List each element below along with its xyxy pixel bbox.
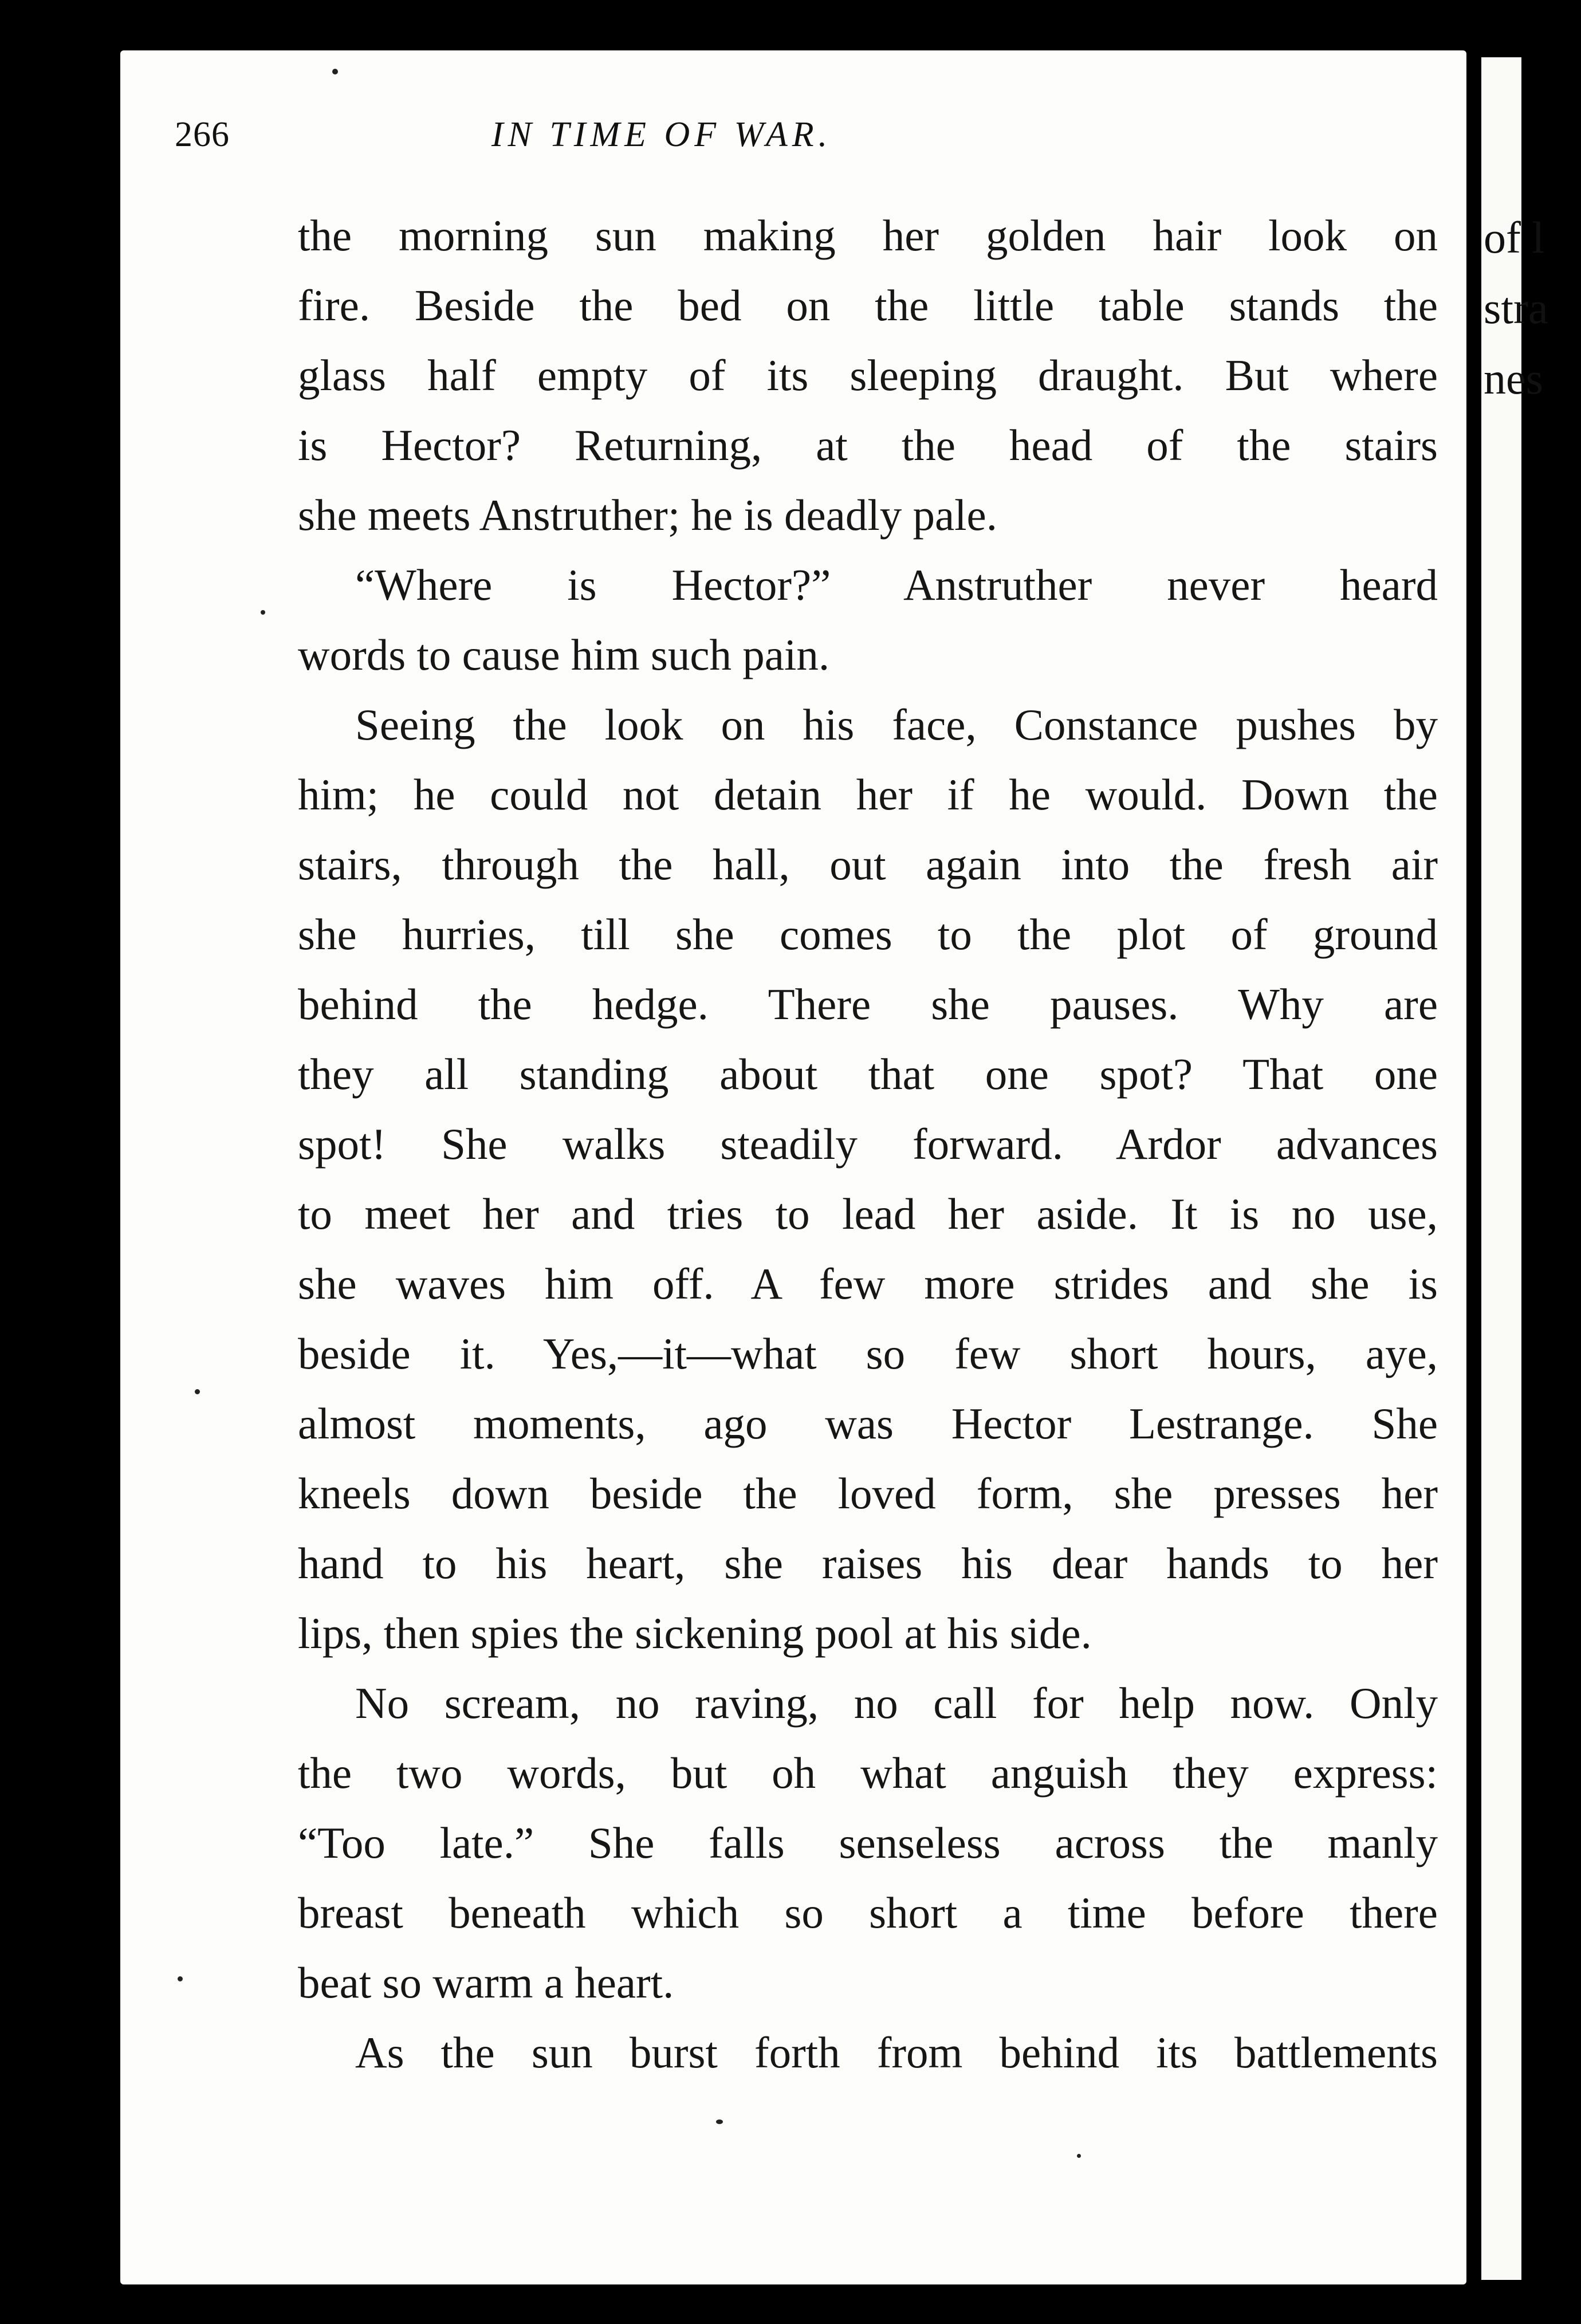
- text-line: beat so warm a heart.: [298, 1958, 674, 2007]
- facing-page-fragment: nes: [1484, 353, 1543, 403]
- page-number: 266: [175, 115, 230, 154]
- text-line: No scream, no raving, no call for help now. Only: [355, 1678, 1438, 1728]
- text-line: almost moments, ago was Hector Lestrange. She: [298, 1399, 1438, 1448]
- text-line: Seeing the look on his face, Constance pushes by: [355, 700, 1438, 749]
- scan-speck: [716, 2119, 723, 2124]
- text-line: she hurries, till she comes to the plot of ground: [298, 910, 1438, 959]
- text-line: beside it. Yes,—it—what so few short hours, aye,: [298, 1329, 1438, 1378]
- text-line: is Hector? Returning, at the head of the stairs: [298, 420, 1438, 470]
- text-line: hand to his heart, she raises his dear hands to her: [298, 1539, 1438, 1588]
- text-line: kneels down beside the loved form, she presses her: [298, 1469, 1438, 1518]
- facing-page-fragment: stra: [1484, 283, 1548, 333]
- text-line: she waves him off. A few more strides and she is: [298, 1259, 1438, 1308]
- text-line: “Too late.” She falls senseless across the manly: [298, 1818, 1438, 1867]
- text-line: As the sun burst forth from behind its battlements: [355, 2028, 1438, 2077]
- facing-page-edge: [1481, 57, 1548, 2280]
- facing-page-fragment: of l: [1484, 213, 1545, 262]
- text-line: him; he could not detain her if he would. Down the: [298, 770, 1438, 819]
- text-line: behind the hedge. There she pauses. Why are: [298, 980, 1438, 1029]
- text-line: “Where is Hector?” Anstruther never heard: [355, 560, 1438, 609]
- text-line: stairs, through the hall, out again into the fresh air: [298, 840, 1438, 889]
- scan-speck: [332, 69, 338, 74]
- running-title: IN TIME OF WAR.: [491, 115, 832, 154]
- scan-speck: [178, 1976, 183, 1981]
- text-line: the two words, but oh what anguish they express:: [298, 1748, 1438, 1798]
- text-line: words to cause him such pain.: [298, 630, 830, 679]
- text-line: spot! She walks steadily forward. Ardor advances: [298, 1119, 1438, 1169]
- text-line: lips, then spies the sickening pool at his side.: [298, 1609, 1092, 1658]
- scan-speck: [261, 610, 265, 615]
- text-line: fire. Beside the bed on the little table stands the: [298, 281, 1438, 330]
- text-line: to meet her and tries to lead her aside. It is no use,: [298, 1189, 1438, 1238]
- text-line: glass half empty of its sleeping draught. But where: [298, 351, 1438, 400]
- text-line: breast beneath which so short a time before there: [298, 1888, 1438, 1937]
- running-header: [175, 115, 1120, 172]
- scan-speck: [1077, 2154, 1081, 2158]
- text-line: the morning sun making her golden hair look on: [298, 211, 1438, 260]
- text-line: she meets Anstruther; he is deadly pale.: [298, 490, 997, 540]
- text-line: they all standing about that one spot? That one: [298, 1049, 1438, 1099]
- scan-speck: [195, 1389, 200, 1394]
